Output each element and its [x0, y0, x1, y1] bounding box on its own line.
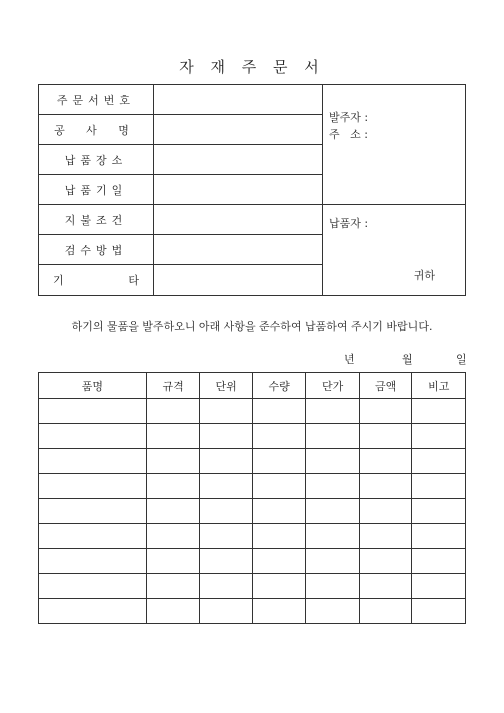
table-row	[39, 449, 466, 474]
cell[interactable]	[146, 424, 200, 449]
honorific: 귀하	[413, 269, 435, 282]
table-row	[39, 574, 466, 599]
date-day: 일	[456, 353, 467, 366]
col-amount: 금액	[359, 373, 412, 399]
cell[interactable]	[306, 549, 360, 574]
cell[interactable]	[146, 599, 200, 624]
cell[interactable]	[146, 524, 200, 549]
page-title: 자 재 주 문 서	[179, 58, 325, 76]
cell[interactable]	[252, 574, 306, 599]
cell[interactable]	[200, 599, 253, 624]
table-row	[39, 474, 466, 499]
cell[interactable]	[39, 524, 147, 549]
delivery-place-field[interactable]	[154, 145, 323, 175]
cell[interactable]	[359, 574, 412, 599]
cell[interactable]	[306, 449, 360, 474]
label-payment-terms: 지불조건	[39, 205, 154, 235]
cell[interactable]	[306, 599, 360, 624]
cell[interactable]	[200, 524, 253, 549]
cell[interactable]	[359, 424, 412, 449]
orderer-cell[interactable]	[323, 85, 466, 205]
cell[interactable]	[359, 399, 412, 424]
cell[interactable]	[359, 549, 412, 574]
cell[interactable]	[412, 424, 466, 449]
cell[interactable]	[412, 399, 466, 424]
cell[interactable]	[252, 424, 306, 449]
cell[interactable]	[359, 524, 412, 549]
cell[interactable]	[146, 549, 200, 574]
supplier-cell[interactable]	[323, 205, 466, 296]
cell[interactable]	[306, 574, 360, 599]
cell[interactable]	[412, 449, 466, 474]
order-number-field[interactable]	[154, 85, 323, 115]
col-item-name: 품명	[39, 373, 147, 399]
cell[interactable]	[306, 499, 360, 524]
order-info-table	[38, 84, 466, 296]
label-delivery-date: 납품기일	[39, 175, 154, 205]
cell[interactable]	[412, 549, 466, 574]
cell[interactable]	[306, 424, 360, 449]
col-unit-price: 단가	[306, 373, 360, 399]
cell[interactable]	[252, 524, 306, 549]
cell[interactable]	[200, 449, 253, 474]
label-order-number: 주문서번호	[39, 85, 154, 115]
label-inspection-method: 검수방법	[39, 235, 154, 265]
delivery-date-field[interactable]	[154, 175, 323, 205]
cell[interactable]	[359, 474, 412, 499]
cell[interactable]	[146, 574, 200, 599]
address-label: 주 소 :	[329, 128, 368, 141]
cell[interactable]	[39, 424, 147, 449]
cell[interactable]	[252, 399, 306, 424]
cell[interactable]	[252, 474, 306, 499]
col-spec: 규격	[146, 373, 200, 399]
cell[interactable]	[200, 474, 253, 499]
orderer-label: 발주자 :	[329, 111, 369, 124]
cell[interactable]	[200, 399, 253, 424]
cell[interactable]	[146, 474, 200, 499]
table-row	[39, 424, 466, 449]
cell[interactable]	[200, 499, 253, 524]
table-row	[39, 599, 466, 624]
cell[interactable]	[39, 449, 147, 474]
cell[interactable]	[412, 474, 466, 499]
table-row	[39, 524, 466, 549]
cell[interactable]	[252, 449, 306, 474]
cell[interactable]	[146, 449, 200, 474]
label-project-name: 공 사 명	[39, 115, 154, 145]
inspection-method-field[interactable]	[154, 235, 323, 265]
date-year: 년	[344, 353, 355, 366]
cell[interactable]	[252, 599, 306, 624]
cell[interactable]	[306, 474, 360, 499]
cell[interactable]	[412, 574, 466, 599]
cell[interactable]	[252, 549, 306, 574]
cell[interactable]	[412, 524, 466, 549]
cell[interactable]	[359, 449, 412, 474]
col-quantity: 수량	[252, 373, 306, 399]
table-row	[39, 399, 466, 424]
cell[interactable]	[39, 574, 147, 599]
date-month: 월	[402, 353, 413, 366]
cell[interactable]	[359, 499, 412, 524]
other-field[interactable]	[154, 265, 323, 296]
table-row	[39, 499, 466, 524]
cell[interactable]	[200, 549, 253, 574]
label-delivery-place: 납품장소	[39, 145, 154, 175]
cell[interactable]	[39, 549, 147, 574]
cell[interactable]	[39, 599, 147, 624]
col-unit: 단위	[200, 373, 253, 399]
cell[interactable]	[252, 499, 306, 524]
items-table	[38, 372, 466, 624]
cell[interactable]	[39, 399, 147, 424]
cell[interactable]	[146, 399, 200, 424]
cell[interactable]	[39, 499, 147, 524]
cell[interactable]	[306, 399, 360, 424]
cell[interactable]	[412, 499, 466, 524]
cell[interactable]	[200, 424, 253, 449]
project-name-field[interactable]	[154, 115, 323, 145]
payment-terms-field[interactable]	[154, 205, 323, 235]
col-remarks: 비고	[412, 373, 466, 399]
cell[interactable]	[359, 599, 412, 624]
cell[interactable]	[306, 524, 360, 549]
intro-text: 하기의 물품을 발주하오니 아래 사항을 준수하여 납품하여 주시기 바랍니다.	[71, 320, 433, 333]
cell[interactable]	[146, 499, 200, 524]
items-header-row	[39, 373, 466, 399]
table-row	[39, 549, 466, 574]
cell[interactable]	[39, 474, 147, 499]
cell[interactable]	[412, 599, 466, 624]
label-other: 기 타	[39, 265, 154, 296]
supplier-label: 납품자 :	[329, 217, 369, 230]
cell[interactable]	[200, 574, 253, 599]
